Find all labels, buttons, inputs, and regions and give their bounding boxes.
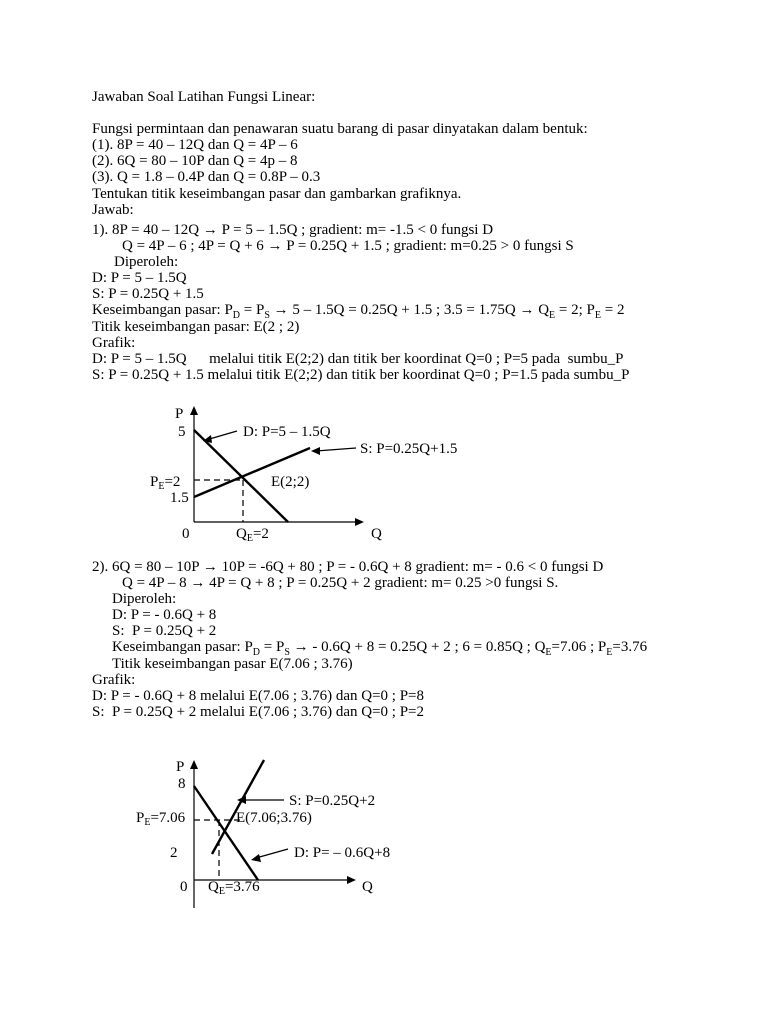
problem-statement: Fungsi permintaan dan penawaran suatu barang di pasar dinyatakan dalam bentuk: bbox=[92, 121, 588, 138]
graph-1-qe-tick: $Q_E=2$ bbox=[236, 526, 269, 544]
problem-item-2: (2). 6Q = 80 – 10P dan Q = 4p – 8 bbox=[92, 153, 298, 170]
solution-2-line: D: P = - 0.6Q + 8 melalui E(7.06 ; 3.76) dan Q=0 ; P=8 bbox=[92, 687, 425, 704]
graph-2-origin: 0 bbox=[180, 879, 188, 895]
graph-2-supply-label: S: P=0.25Q+2 bbox=[289, 793, 376, 809]
solution-2-line: Grafik: bbox=[92, 671, 136, 688]
graph-1-origin: 0 bbox=[182, 526, 190, 542]
graph-2-d-pointer-head bbox=[251, 854, 261, 862]
graph-2-d-pointer bbox=[256, 849, 288, 858]
solution-1-line: D: P = 5 – 1.5Q bbox=[92, 270, 187, 287]
graph-2-demand-label: D: P= – 0.6Q+8 bbox=[294, 845, 391, 861]
graph-2-p-arrow bbox=[190, 760, 198, 769]
graph-2-e-label: E(7.06;3.76) bbox=[236, 810, 312, 826]
graph-1-demand-label: D: P=5 – 1.5Q bbox=[243, 424, 331, 440]
solution-1-line: D: P = 5 – 1.5Q melalui titik E(2;2) dan titik ber koordinat Q=0 ; P=5 pada sumbu_P bbox=[92, 350, 624, 367]
solution-2-line: Diperoleh: bbox=[112, 591, 177, 608]
graph-2-qe-tick: $Q_E=3.76$ bbox=[208, 879, 260, 897]
solution-2-line: Q = 4P – 8 → 4P = Q + 8 ; P = 0.25Q + 2 gradient: m= 0.25 >0 fungsi S. bbox=[122, 575, 559, 592]
task-statement: Tentukan titik keseimbangan pasar dan gambarkan grafiknya. bbox=[92, 185, 462, 202]
graph-1-tick-1-5: 1.5 bbox=[170, 490, 189, 506]
graph-2-q-label: Q bbox=[362, 879, 373, 895]
graph-1-pe-tick: $P_E=2$ bbox=[150, 474, 181, 492]
solution-1-line: S: P = 0.25Q + 1.5 bbox=[92, 286, 204, 303]
graph-2-supply-line bbox=[212, 760, 264, 854]
solution-2-line: 2). 6Q = 80 – 10P → 10P = -6Q + 80 ; P = - 0.6Q + 8 gradient: m= - 0.6 < 0 fungsi D bbox=[92, 559, 604, 575]
solution-2-line: S: P = 0.25Q + 2 melalui E(7.06 ; 3.76) dan Q=0 ; P=2 bbox=[92, 703, 425, 720]
graph-2-q-arrow bbox=[347, 876, 356, 884]
solution-2-line: D: P = - 0.6Q + 8 bbox=[112, 607, 217, 624]
graph-2-p-label: P bbox=[176, 759, 185, 775]
solution-1-line: Diperoleh: bbox=[114, 254, 179, 271]
doc-title: Jawaban Soal Latihan Fungsi Linear: bbox=[92, 89, 316, 105]
graph-2-tick-8: 8 bbox=[178, 776, 186, 792]
graph-2-tick-2: 2 bbox=[170, 845, 178, 861]
graph-1-supply-label: S: P=0.25Q+1.5 bbox=[360, 441, 458, 457]
answer-heading: Jawab: bbox=[92, 201, 134, 218]
problem-item-3: (3). Q = 1.8 – 0.4P dan Q = 0.8P – 0.3 bbox=[92, 169, 321, 186]
solution-1-line: Titik keseimbangan pasar: E(2 ; 2) bbox=[92, 318, 300, 335]
problem-item-1: (1). 8P = 40 – 12Q dan Q = 4P – 6 bbox=[92, 137, 298, 154]
graph-1-q-label: Q bbox=[371, 526, 382, 542]
graph-2-pe-tick: $P_E=7.06$ bbox=[136, 810, 186, 828]
solution-1-line: Keseimbangan pasar: $P_D = P_S \to 5 - 1.5Q = 0.25Q + 1.5$ ; $3.5 = 1.75Q \to Q_E = 2$; $P_E = 2$ bbox=[92, 302, 625, 322]
graph-1-tick-5: 5 bbox=[178, 424, 186, 440]
solution-2-line: S: P = 0.25Q + 2 bbox=[112, 623, 217, 640]
solution-1-line: S: P = 0.25Q + 1.5 melalui titik E(2;2) dan titik ber koordinat Q=0 ; P=1.5 pada sumbu_P bbox=[92, 366, 630, 383]
solution-2-line: Keseimbangan pasar: $P_D = P_S$ → - 0.6Q + 8 = 0.25Q + 2 ; 6 = 0.85Q ; $Q_E=7.06$ ; $P_E=3.76$ bbox=[112, 639, 648, 659]
solution-2-line: Titik keseimbangan pasar E(7.06 ; 3.76) bbox=[112, 655, 353, 672]
solution-1-line: Grafik: bbox=[92, 334, 136, 351]
graph-1-p-label: P bbox=[175, 406, 184, 422]
solution-1-line: Q = 4P – 6 ; 4P = Q + 6 → P = 0.25Q + 1.5 ; gradient: m=0.25 > 0 fungsi S bbox=[122, 238, 574, 255]
graph-1-e-label: E(2;2) bbox=[271, 474, 310, 490]
solution-1-line: 1). 8P = 40 – 12Q → P = 5 – 1.5Q ; gradient: m= -1.5 < 0 fungsi D bbox=[92, 222, 494, 238]
